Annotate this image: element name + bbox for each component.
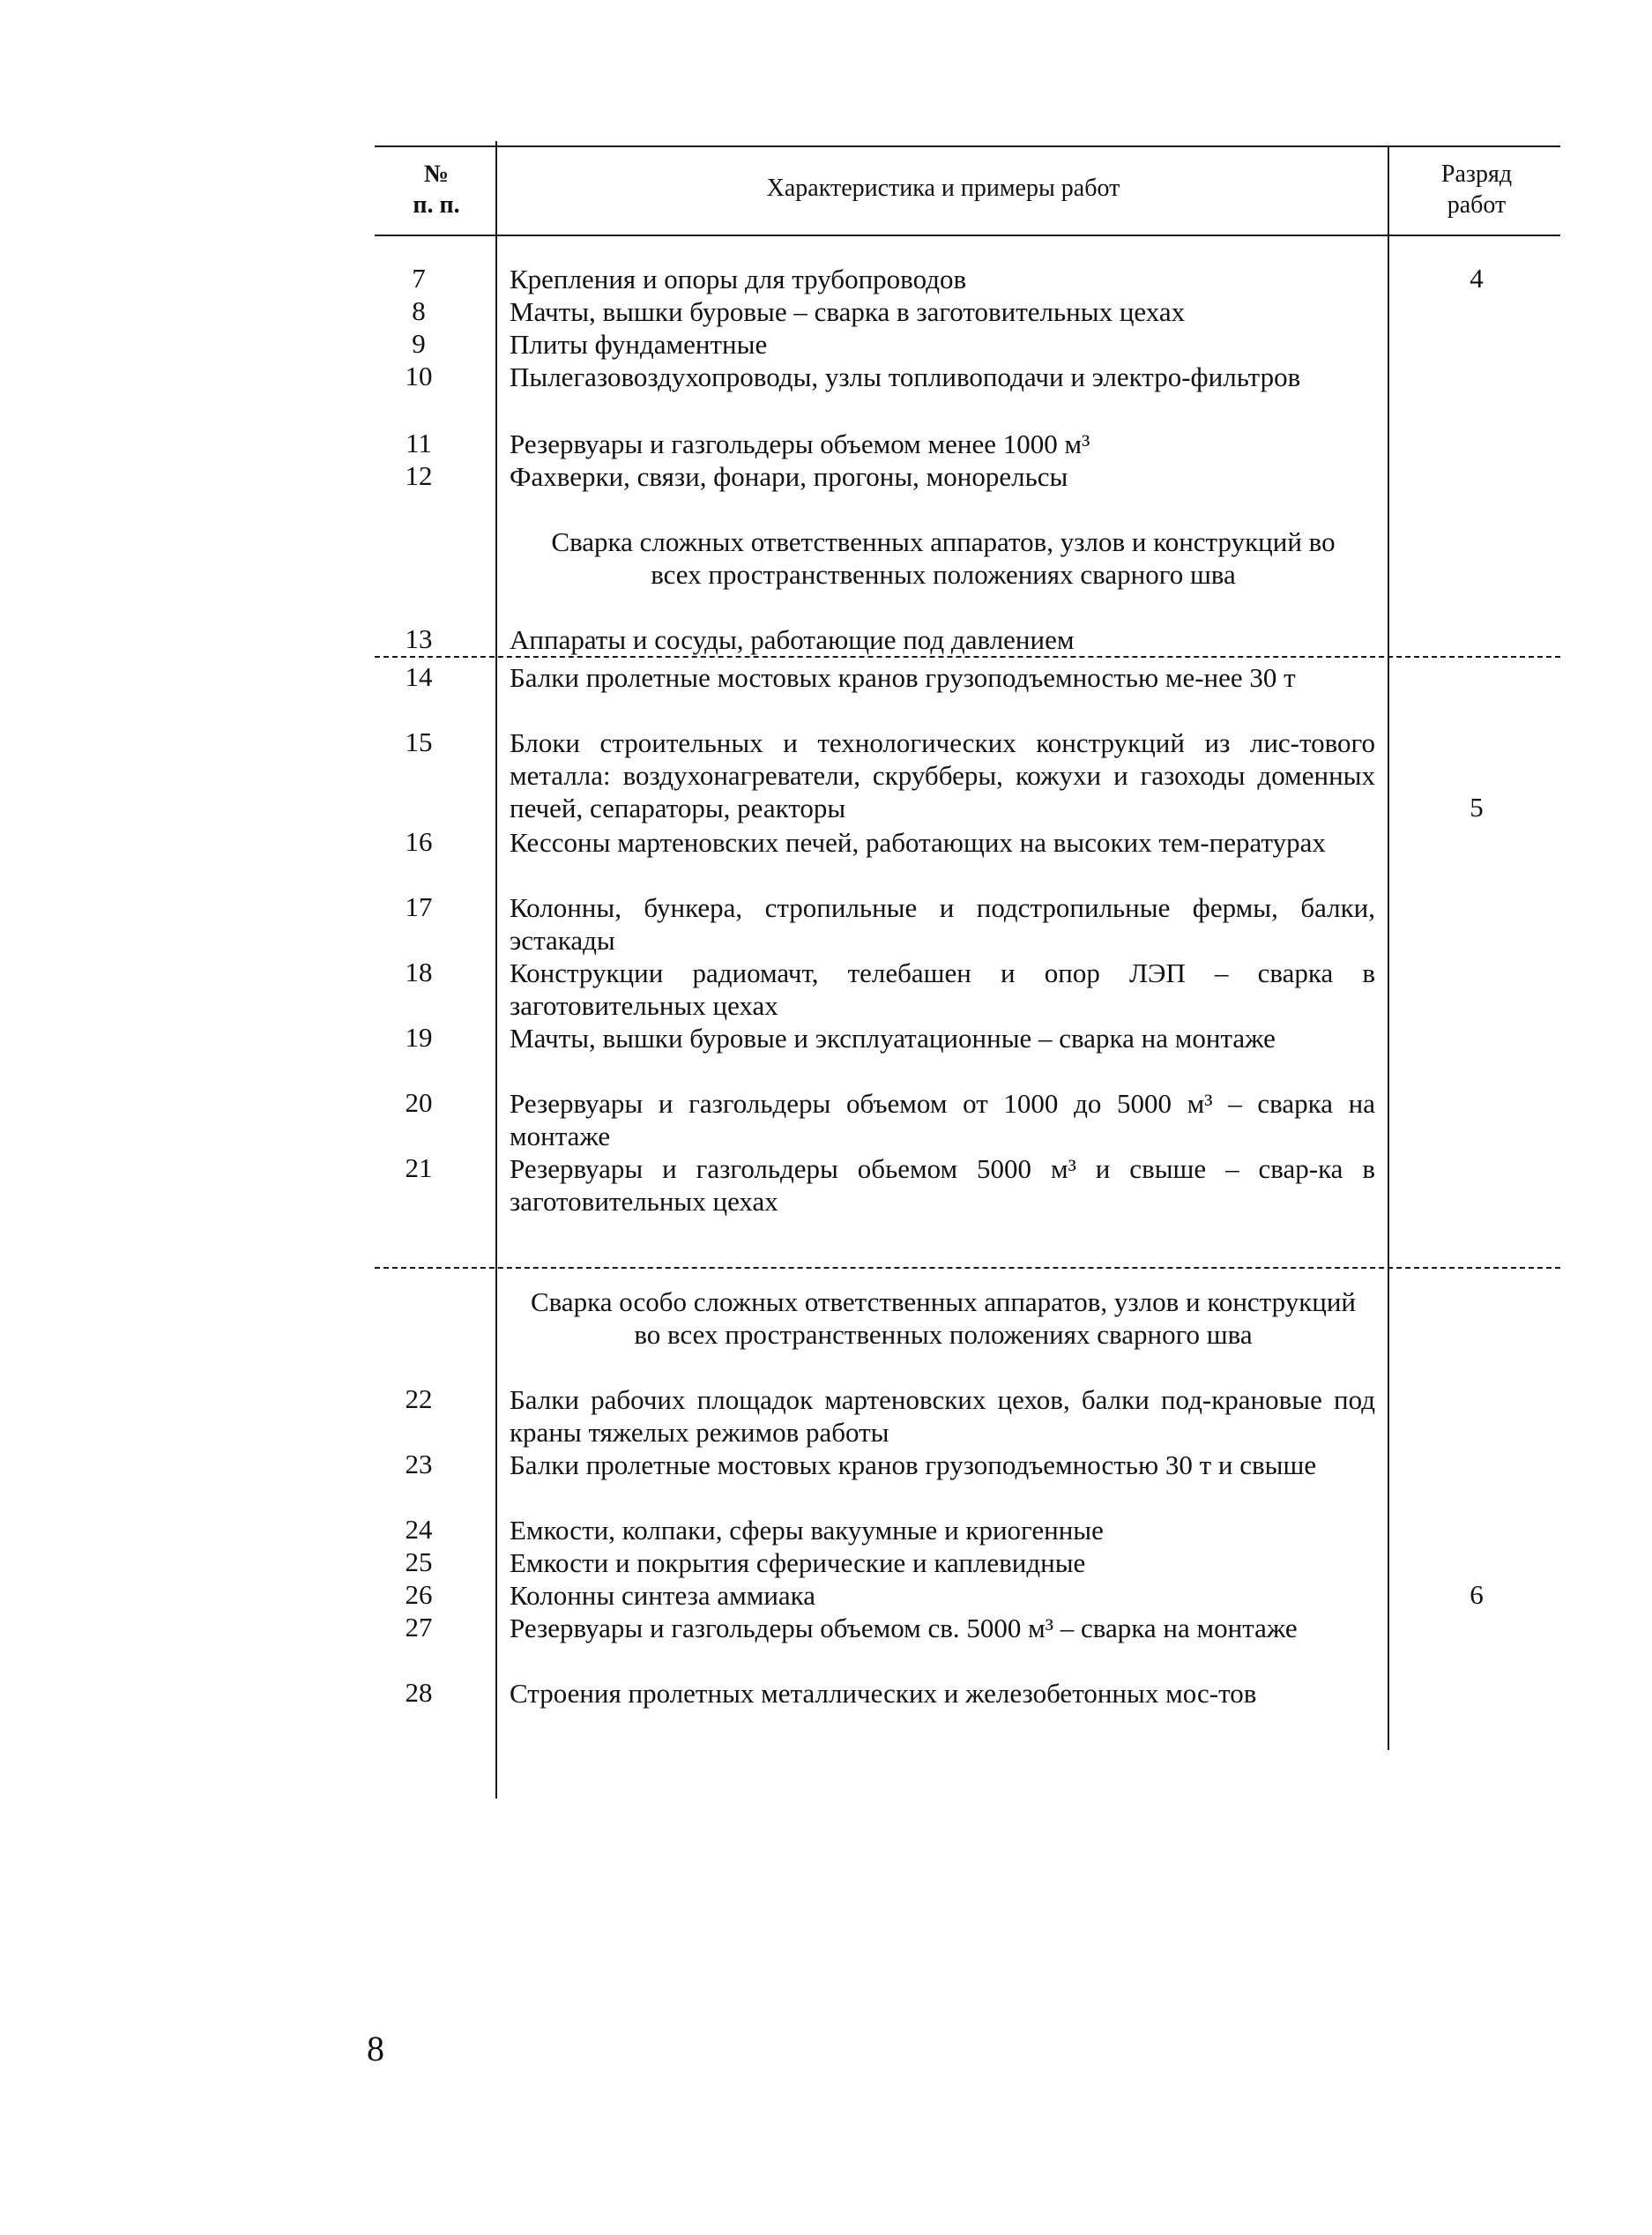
- group-divider-2: [375, 1267, 1560, 1269]
- row-num: 26: [405, 1579, 433, 1610]
- row-text: Резервуары и газгольдеры обьемом 5000 м³ и свыше – свар-ка в заготовительных цехах: [510, 1153, 1375, 1217]
- table-header-rule: [375, 235, 1560, 236]
- row-text: Колонны синтеза аммиака: [510, 1580, 816, 1611]
- table-top-rule: [375, 145, 1560, 147]
- row-num: 8: [412, 295, 426, 326]
- row-text: Мачты, вышки буровые – сварка в заготовительных цехах: [510, 296, 1186, 327]
- header-num-line2: п. п.: [413, 191, 460, 219]
- row-text: Мачты, вышки буровые и эксплуатационные – сварка на монтаже: [510, 1023, 1276, 1054]
- row-text: Блоки строительных и технологических конструкций из лис-тового металла: воздухонагреватели, скрубберы, кожухи и газоходы доменных печей, сепараторы, реакторы: [510, 727, 1375, 823]
- grade-value: 5: [1470, 792, 1484, 823]
- row-num: 20: [405, 1087, 433, 1118]
- column-divider-right: [1388, 145, 1389, 1750]
- row-num: 19: [405, 1022, 433, 1053]
- row-num: 23: [405, 1449, 433, 1479]
- row-num: 25: [405, 1546, 433, 1577]
- section-heading: Сварка сложных ответственных аппаратов, узлов и конструкций во всех пространственных положениях сварного шва: [551, 526, 1336, 590]
- row-text: Балки рабочих площадок мартеновских цехов, балки под-крановые под краны тяжелых режимов работы: [510, 1384, 1375, 1448]
- row-text: Плиты фундаментные: [510, 329, 768, 360]
- row-num: 28: [405, 1677, 433, 1708]
- row-num: 22: [405, 1383, 433, 1414]
- row-text: Балки пролетные мостовых кранов грузоподъемностью ме-нее 30 т: [510, 662, 1296, 693]
- row-text: Колонны, бункера, стропильные и подстропильные фермы, балки, эстакады: [510, 892, 1375, 956]
- row-num: 27: [405, 1612, 433, 1643]
- column-divider-left: [495, 141, 497, 1799]
- row-num: 21: [405, 1152, 433, 1183]
- row-text: Аппараты и сосуды, работающие под давлением: [510, 624, 1075, 655]
- row-num: 14: [405, 661, 433, 692]
- header-num-line1: №: [423, 160, 450, 188]
- row-text: Резервуары и газгольдеры объемом от 1000 до 5000 м³ – сварка на монтаже: [510, 1088, 1375, 1151]
- group-divider-1: [375, 656, 1560, 658]
- row-num: 18: [405, 957, 433, 987]
- row-text: Фахверки, связи, фонари, прогоны, монорельсы: [510, 461, 1068, 492]
- header-grade-line1: Разряд: [1440, 160, 1513, 188]
- header-description: Характеристика и примеры работ: [766, 175, 1120, 202]
- row-text: Резервуары и газгольдеры объемом менее 1000 м³: [510, 428, 1090, 459]
- row-num: 9: [412, 328, 426, 359]
- section-heading: Сварка особо сложных ответственных аппаратов, узлов и конструкций во всех пространственных положениях сварного шва: [530, 1286, 1357, 1350]
- row-num: 7: [412, 263, 426, 294]
- row-text: Емкости и покрытия сферические и каплевидные: [510, 1547, 1086, 1578]
- row-text: Пылегазовоздухопроводы, узлы топливоподачи и электро-фильтров: [510, 361, 1301, 392]
- page-number: 8: [367, 2029, 384, 2068]
- header-grade-line2: работ: [1447, 191, 1507, 219]
- row-num: 17: [405, 891, 433, 922]
- row-text: Крепления и опоры для трубопроводов: [510, 264, 967, 294]
- row-num: 11: [406, 428, 432, 458]
- row-num: 15: [405, 726, 433, 757]
- row-text: Емкости, колпаки, сферы вакуумные и криогенные: [510, 1515, 1104, 1546]
- row-num: 16: [405, 826, 433, 857]
- row-text: Строения пролетных металлических и железобетонных мос-тов: [510, 1678, 1257, 1709]
- row-num: 12: [405, 460, 433, 491]
- row-num: 24: [405, 1514, 433, 1545]
- grade-value: 4: [1470, 263, 1484, 294]
- header-grade: [1397, 159, 1556, 220]
- row-text: Балки пролетные мостовых кранов грузоподъемностью 30 т и свыше: [510, 1449, 1317, 1480]
- row-num: 13: [405, 623, 433, 654]
- header-num: [388, 159, 485, 220]
- row-num: 10: [405, 361, 433, 391]
- row-text: Кессоны мартеновских печей, работающих на высоких тем-пературах: [510, 827, 1326, 858]
- row-text: Резервуары и газгольдеры объемом св. 5000 м³ – сварка на монтаже: [510, 1613, 1298, 1643]
- grade-value: 6: [1470, 1579, 1484, 1610]
- row-text: Конструкции радиомачт, телебашен и опор ЛЭП – сварка в заготовительных цехах: [510, 957, 1375, 1021]
